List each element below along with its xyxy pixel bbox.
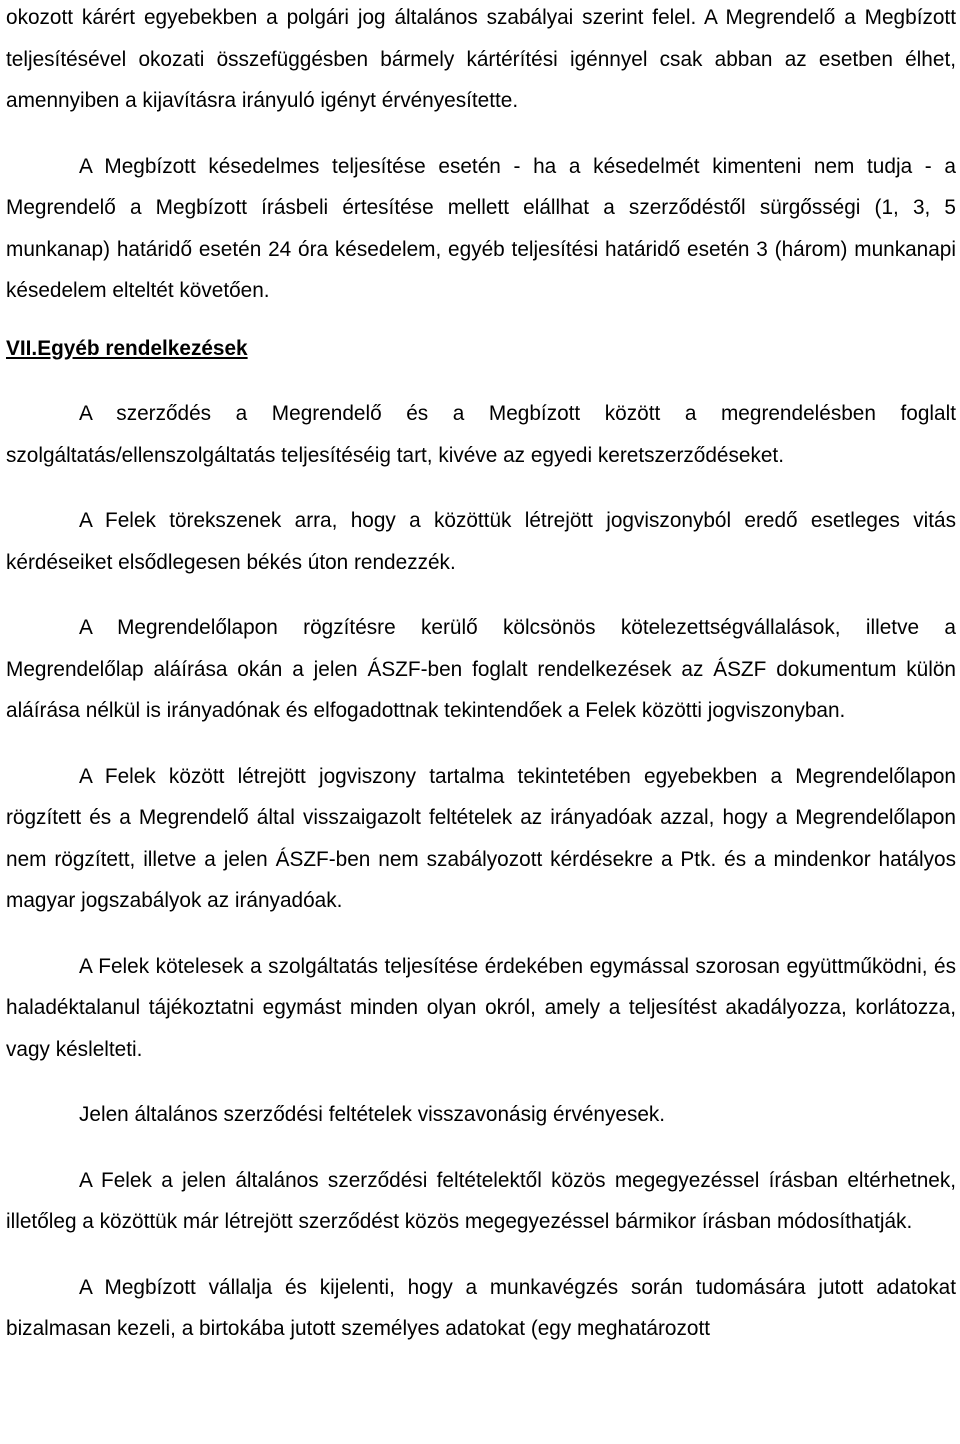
section-paragraph-4: A Felek között létrejött jogviszony tartalma tekintetében egyebekben a Megrendelőlapon rögzített és a Megrendelő által visszaigazolt feltételek az irányadóak azzal, hogy a Megrendelőlapon nem rögzített, illetve a jelen ÁSZF-ben nem szabályozott kérdésekre a Ptk. és a mindenkor hatályos magyar jogszabályok az irányadóak. [6,764,956,912]
document-page [6,0,956,1374]
section-heading: VII.Egyéb rendelkezések [6,336,248,360]
section-paragraph-2: A Felek törekszenek arra, hogy a közöttük létrejött jogviszonyból eredő esetleges vitás kérdéseiket elsődlegesen békés úton rendezzék. [6,509,956,574]
opening-paragraph: okozott kárért egyebekben a polgári jog általános szabályai szerint felel. A Megrendelő a Megbízott teljesítésével okozati összefüggésben bármely kártérítési igénnyel csak abban az esetben élhet, amennyiben a kijavításra irányuló igényt érvényesítette. [6,6,956,112]
section-paragraph-3: A Megrendelőlapon rögzítésre kerülő kölcsönös kötelezettségvállalások, illetve a Megrendelőlap aláírása okán a jelen ÁSZF-ben foglalt rendelkezések az ÁSZF dokumentum külön aláírása nélkül is irányadónak és elfogadottnak tekintendőek a Felek közötti jogviszonyban. [6,616,956,722]
section-paragraph-6: Jelen általános szerződési feltételek visszavonásig érvényesek. [79,1103,666,1126]
delay-paragraph: A Megbízott késedelmes teljesítése esetén - ha a késedelmét kimenteni nem tudja - a Megrendelő a Megbízott írásbeli értesítése mellett elállhat a szerződéstől sürgősségi (1, 3, 5 munkanap) határidő esetén 24 óra késedelem, egyéb teljesítési határidő esetén 3 (három) munkanapi késedelem elteltét követően. [6,154,956,302]
section-paragraph-1: A szerződés a Megrendelő és a Megbízott között a megrendelésben foglalt szolgáltatás/ellenszolgáltatás teljesítéséig tart, kivéve az egyedi keretszerződéseket. [6,402,956,467]
section-paragraph-8: A Megbízott vállalja és kijelenti, hogy a munkavégzés során tudomására jutott adatokat bizalmasan kezeli, a birtokába jutott személyes adatokat (egy meghatározott [6,1275,956,1340]
section-paragraph-7: A Felek a jelen általános szerződési feltételektől közös megegyezéssel írásban eltérhetnek, illetőleg a közöttük már létrejött szerződést közös megegyezéssel bármikor írásban módosíthatják. [6,1168,956,1233]
section-paragraph-5: A Felek kötelesek a szolgáltatás teljesítése érdekében egymással szorosan együttműködni, és haladéktalanul tájékoztatni egymást minden olyan okról, amely a teljesítést akadályozza, korlátozza, vagy késlelteti. [6,954,956,1061]
